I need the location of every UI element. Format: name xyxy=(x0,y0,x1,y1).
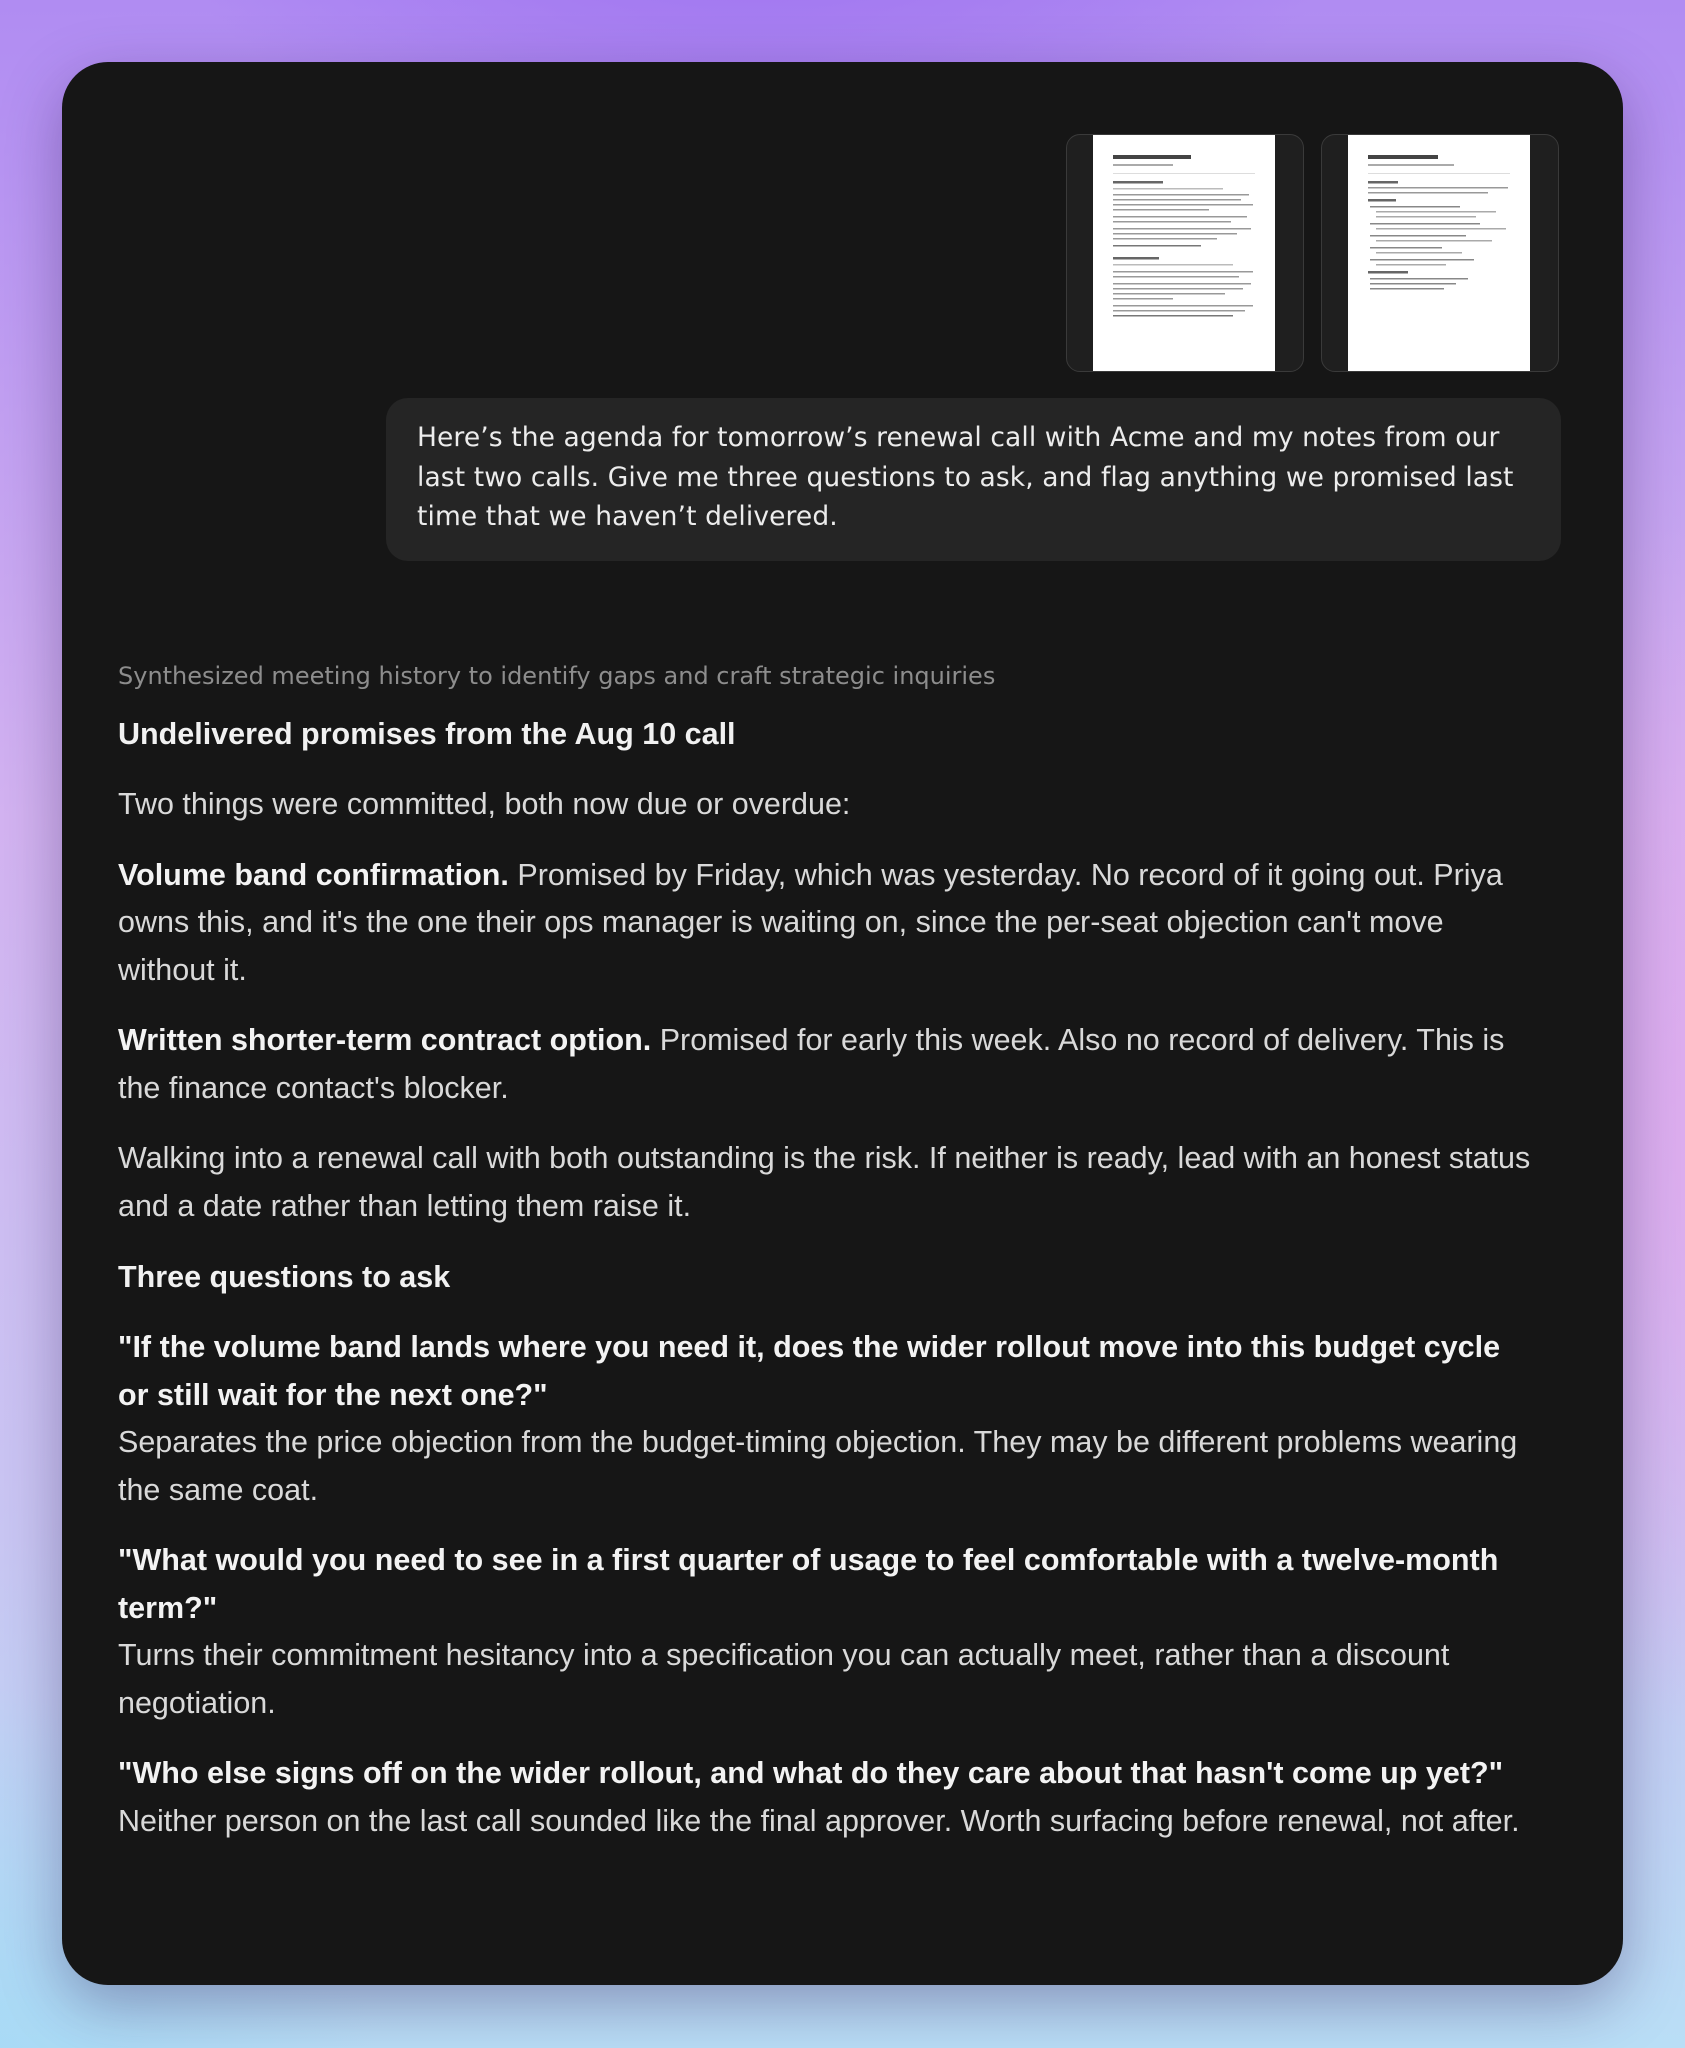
question-text: "Who else signs off on the wider rollout, and what do they care about that hasn't come up yet?" xyxy=(118,1756,1504,1790)
intro-paragraph: Two things were committed, both now due or overdue: xyxy=(118,787,851,821)
thinking-status[interactable]: Synthesized meeting history to identify gaps and craft strategic inquiries xyxy=(118,662,996,690)
attachments-row xyxy=(1066,134,1559,372)
question-rationale: Separates the price objection from the budget-timing objection. They may be different problems wearing the same coat. xyxy=(118,1425,1518,1507)
promise-item xyxy=(118,852,1538,995)
document-page-preview xyxy=(1348,135,1530,371)
user-message-bubble: Here’s the agenda for tomorrow’s renewal call with Acme and my notes from our last two calls. Give me three questions to ask, and flag anything we promised last time that we haven’t delivered. xyxy=(386,398,1561,561)
promise-text: Promised by Friday, which was yesterday. No record of it going out. Priya owns this, and it's the one their ops manager is waiting on, since the per-seat objection can't move without it. xyxy=(118,857,1503,987)
section-heading-questions: Three questions to ask xyxy=(118,1260,451,1294)
section-heading-undelivered: Undelivered promises from the Aug 10 call xyxy=(118,717,736,751)
risk-paragraph: Walking into a renewal call with both outstanding is the risk. If neither is ready, lead with an honest status and a date rather than letting them raise it. xyxy=(118,1141,1531,1223)
attachment-thumbnail-agenda[interactable] xyxy=(1321,134,1559,372)
question-item xyxy=(118,1324,1538,1514)
question-text: "If the volume band lands where you need it, does the wider rollout move into this budget cycle or still wait for the next one?" xyxy=(118,1330,1501,1412)
promise-title: Volume band confirmation. xyxy=(118,857,509,892)
question-rationale: Neither person on the last call sounded like the final approver. Worth surfacing before renewal, not after. xyxy=(118,1803,1520,1838)
document-page-preview xyxy=(1093,135,1275,371)
promise-title: Written shorter-term contract option. xyxy=(118,1023,652,1057)
chat-window xyxy=(62,62,1623,1985)
question-text: "What would you need to see in a first quarter of usage to feel comfortable with a twelve-month term?" xyxy=(118,1543,1499,1625)
question-rationale: Turns their commitment hesitancy into a specification you can actually meet, rather than a discount negotiation. xyxy=(118,1638,1450,1720)
assistant-response xyxy=(118,662,1538,1868)
promise-text: Promised for early this week. Also no record of delivery. This is the finance contact's blocker. xyxy=(118,1023,1505,1105)
promise-item xyxy=(118,1017,1538,1112)
attachment-thumbnail-notes[interactable] xyxy=(1066,134,1304,372)
question-item xyxy=(118,1750,1538,1845)
question-item xyxy=(118,1537,1538,1727)
